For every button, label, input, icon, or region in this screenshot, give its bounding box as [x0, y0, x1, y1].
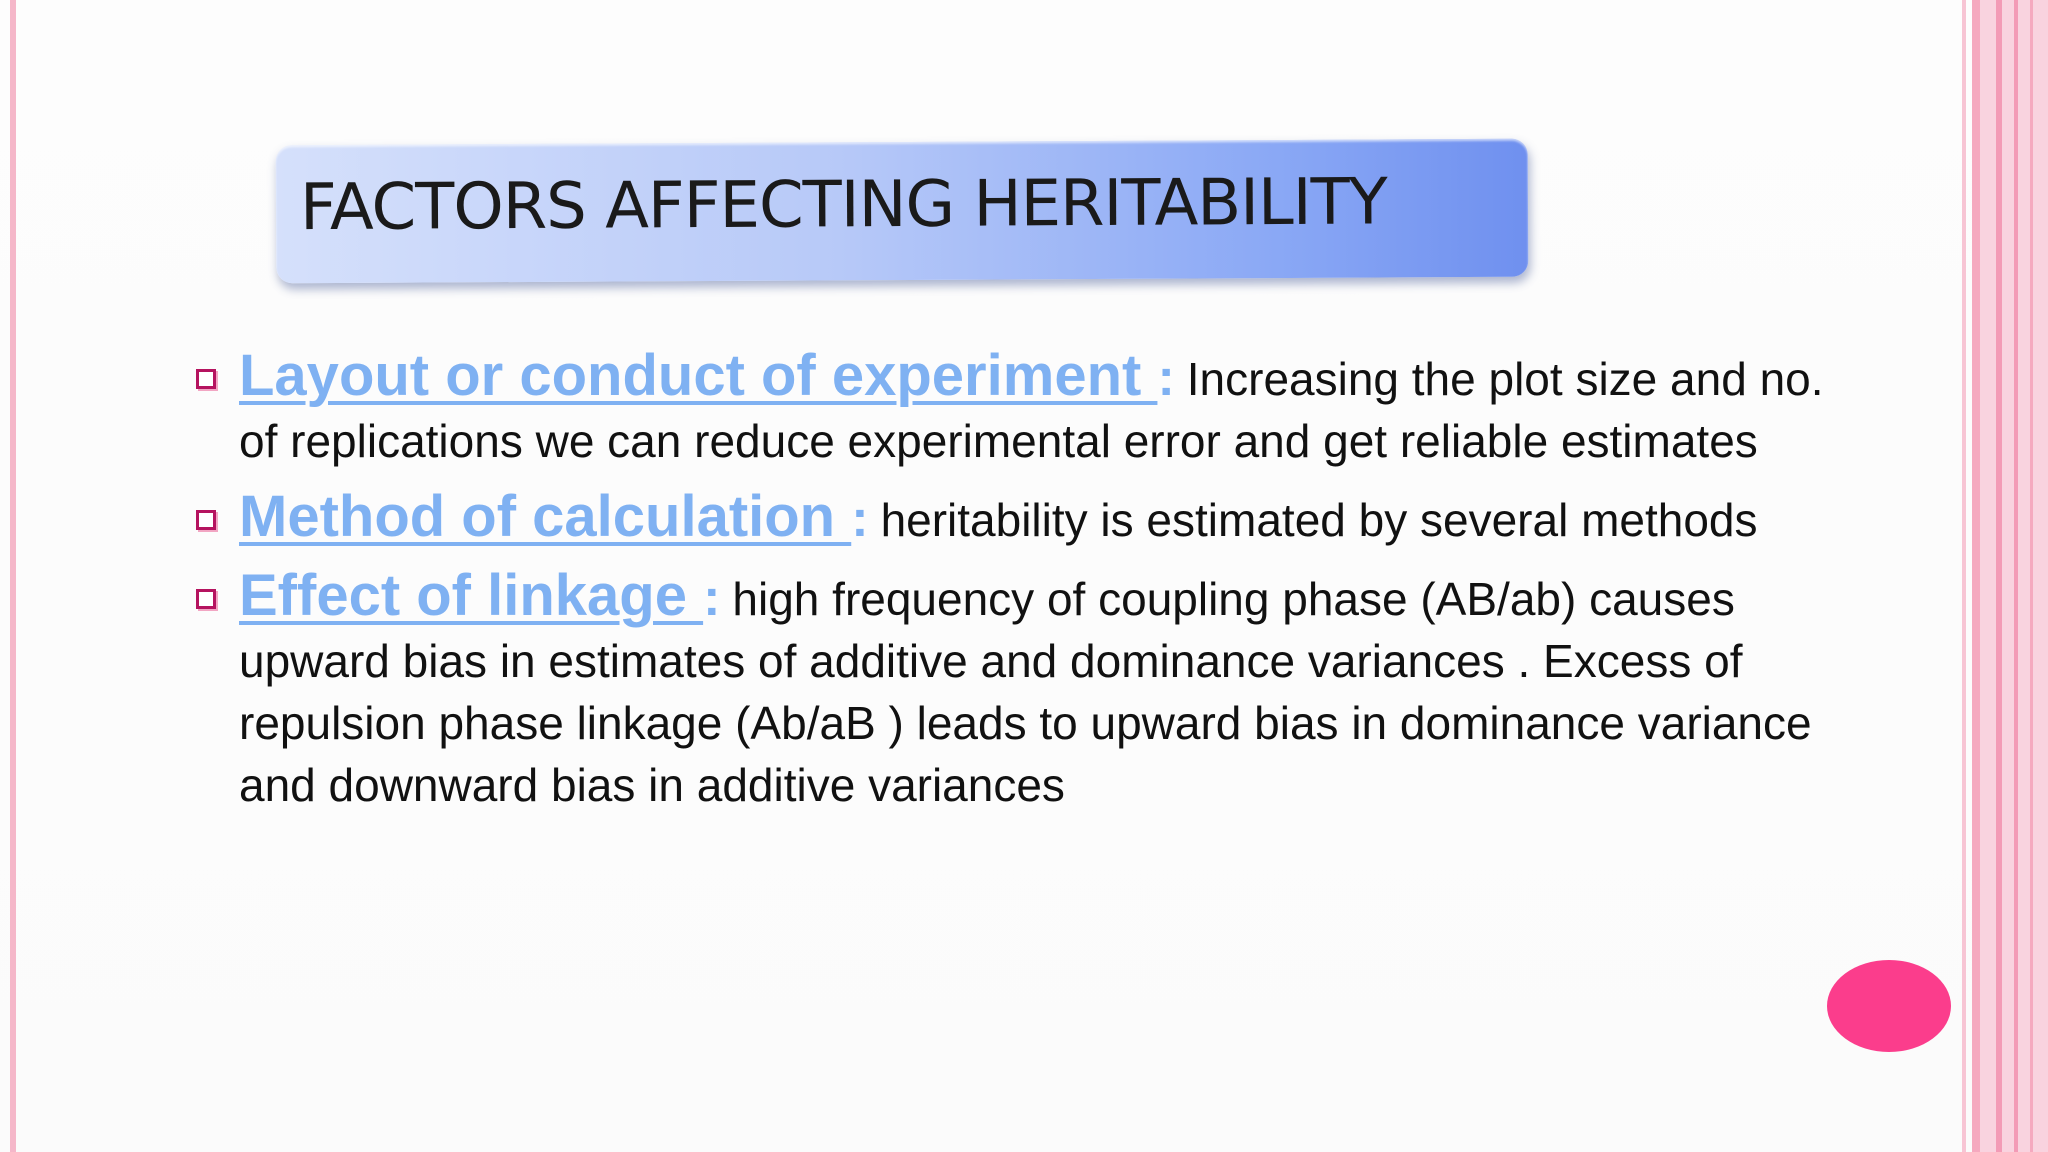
bullet-heading: Layout or conduct of experiment	[239, 343, 1158, 408]
right-border-stripe	[1972, 0, 1980, 1152]
checkbox-bullet-icon	[196, 510, 216, 530]
bullet-item-layout	[194, 345, 1834, 472]
bullet-item-linkage	[194, 565, 1834, 816]
left-border-decoration	[10, 0, 16, 1152]
bullet-separator: :	[1157, 349, 1175, 407]
bullet-text: high frequency of coupling phase (AB/ab) causes upward bias in estimates of additive and dominance variances . Excess of repulsion phase linkage (Ab/aB ) leads to upward bias in dominance variance and downward bias in additive variances	[239, 573, 1812, 811]
right-border-stripe	[2014, 0, 2018, 1152]
title-banner	[276, 139, 1529, 284]
right-border-stripe	[1962, 0, 1966, 1152]
slide-title: FACTORS AFFECTING HERITABILITY	[299, 165, 1387, 246]
bullet-separator: :	[703, 569, 721, 627]
bullet-heading: Effect of linkage	[239, 563, 704, 628]
checkbox-bullet-icon	[196, 589, 216, 609]
pink-circle-decoration	[1827, 960, 1951, 1052]
bullet-heading: Method of calculation	[239, 484, 852, 549]
bullet-separator: :	[851, 490, 869, 548]
right-border-stripe	[2030, 0, 2033, 1152]
bullet-list	[194, 345, 1834, 830]
bullet-item-method	[194, 486, 1834, 551]
bullet-text: Increasing the plot size and no. of replications we can reduce experimental error and get reliable estimates	[239, 353, 1824, 467]
right-border-stripe	[1996, 0, 2002, 1152]
bullet-text: heritability is estimated by several methods	[880, 494, 1758, 546]
checkbox-bullet-icon	[196, 369, 216, 389]
